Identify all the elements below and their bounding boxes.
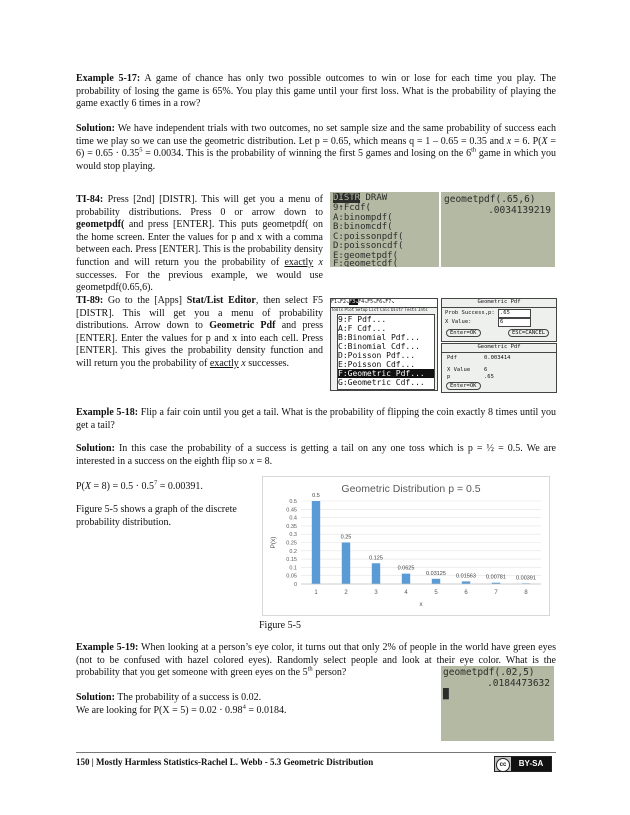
f7-tab: F7↘ bbox=[385, 299, 395, 305]
example-label: Example 5-17: bbox=[76, 73, 141, 84]
data-label: 0.01563 bbox=[456, 573, 476, 580]
footer-text: 150 | Mostly Harmless Statistics-Rachel L. Webb - 5.3 Geometric Distribution bbox=[76, 757, 374, 767]
ordinal-suffix: th bbox=[471, 146, 477, 154]
distr-item: E:Poisson Cdf... bbox=[338, 360, 416, 369]
esc-cancel: ESC=CANCEL bbox=[508, 329, 549, 337]
distr-item-geometric-pdf: F:Geometric Pdf... bbox=[338, 369, 434, 378]
ti89-label: TI-89: bbox=[76, 295, 104, 306]
f6-tab: F6↘ bbox=[376, 299, 386, 305]
tab-label: Ints bbox=[418, 307, 428, 312]
y-tick-label: 0.3 bbox=[289, 532, 297, 539]
solution-text: game in which you would stop playing. bbox=[76, 148, 556, 172]
data-label: 0.00781 bbox=[486, 574, 506, 581]
solution-text: = 0.0184. bbox=[245, 704, 287, 716]
y-tick-label: 0.15 bbox=[286, 557, 297, 564]
ordinal-suffix: th bbox=[307, 665, 313, 673]
var-x: x bbox=[318, 256, 323, 268]
data-label: 0.0625 bbox=[397, 565, 415, 572]
var-X: X bbox=[84, 481, 92, 492]
ti89-distr-menu-screen bbox=[330, 298, 438, 391]
ti84-label: TI-84: bbox=[76, 194, 104, 205]
cc-license-badge bbox=[494, 756, 552, 772]
ti89-input-dialog bbox=[441, 298, 557, 342]
menu-item: A:binompdf( bbox=[333, 212, 393, 223]
example-text: When looking at a person’s eye color, it turns out that only 2% of people in the world have green eyes (not to be confused with hazel colored eyes). Randomly select people and look at their eye color. What is the probability that you get someone with green eyes on the 5 bbox=[76, 642, 556, 679]
chart-title: Geometric Distribution p = 0.5 bbox=[341, 483, 481, 495]
distr-item: B:Binomial Pdf... bbox=[338, 333, 420, 342]
menu-item: C:poissonpdf( bbox=[333, 231, 404, 242]
var-x: x bbox=[241, 357, 246, 369]
example-5-17 bbox=[76, 73, 556, 111]
calc-command: geometpdf(.02,5) bbox=[443, 667, 535, 678]
var-x: x bbox=[506, 135, 512, 147]
ti84-result-screen bbox=[441, 192, 555, 267]
x-tick-label: 8 bbox=[524, 590, 528, 596]
solution-text: = 6. P( bbox=[511, 135, 542, 147]
y-tick-label: 0 bbox=[293, 582, 297, 588]
ti84-text: and press [ENTER]. This puts geometpdf( on the home screen. Enter the values for p and x with a comma between each. Press [ENTER]. This is the probability density function and will return you the probability of bbox=[76, 219, 323, 268]
tab-label: Tools bbox=[331, 307, 344, 312]
solution-text: The probability of a success is 0.02. bbox=[114, 692, 262, 703]
data-label: 0.03125 bbox=[426, 570, 446, 577]
solution-text: = 6) = 0.65 · 0.35 bbox=[76, 135, 557, 160]
y-tick-label: 0.05 bbox=[286, 573, 297, 580]
var-X: X bbox=[541, 135, 548, 147]
example-text: Flip a fair coin until you get a tail. What is the probability of flipping the coin exactly 8 times until you get a tail? bbox=[76, 407, 556, 431]
solution-text: In this case the probability of a success is getting a tail on any one toss which is p = ½ = 0.5. We are interested in a success on the eighth flip so bbox=[76, 443, 556, 467]
x-value-label: X Value: bbox=[445, 319, 472, 325]
dialog-title: Geometric Pdf bbox=[442, 344, 556, 353]
stat-list-editor: Stat/List Editor bbox=[186, 295, 256, 306]
y-tick-label: 0.35 bbox=[286, 523, 297, 530]
distr-item: 9:F Pdf... bbox=[338, 315, 387, 324]
ti89-text: Go to the [Apps] bbox=[103, 295, 187, 306]
x-value-label: X Value bbox=[447, 367, 471, 373]
x-value-value: 6 bbox=[498, 318, 531, 327]
data-label: 0.125 bbox=[369, 555, 383, 562]
calc-text: P( bbox=[76, 481, 85, 492]
enter-ok: Enter=OK bbox=[446, 382, 481, 390]
example-text: person? bbox=[312, 667, 347, 679]
exactly-underlined: exactly bbox=[284, 256, 314, 268]
pdf-label: Pdf bbox=[447, 355, 457, 361]
exactly-underlined: exactly bbox=[209, 357, 239, 369]
ti89-text: successes. bbox=[245, 357, 290, 369]
calc-5-18 bbox=[76, 481, 256, 494]
ti89-tab-labels bbox=[331, 307, 437, 313]
y-tick-label: 0.5 bbox=[289, 499, 297, 505]
example-label: Example 5-19: bbox=[76, 642, 139, 653]
y-axis-label: P(x) bbox=[270, 536, 277, 549]
tab-label: Calc bbox=[380, 307, 390, 312]
solution-text: = 8. bbox=[254, 455, 273, 467]
data-label: 0.25 bbox=[340, 534, 352, 541]
solution-label: Solution: bbox=[76, 123, 115, 134]
cc-icon: cc bbox=[496, 758, 510, 772]
ti84-instructions bbox=[76, 194, 323, 295]
distr-item: A:F Cdf... bbox=[338, 324, 387, 333]
menu-tab-distr: DISTR bbox=[333, 193, 361, 203]
calc-command: geometpdf(.65,6) bbox=[444, 194, 536, 205]
tab-label: Plot Setup bbox=[344, 307, 368, 312]
distr-item: C:Binomial Cdf... bbox=[338, 342, 420, 351]
data-label: 0.5 bbox=[312, 493, 320, 499]
bar bbox=[432, 579, 440, 584]
ti89-instructions bbox=[76, 295, 323, 371]
enter-ok: Enter=OK bbox=[446, 329, 481, 337]
p-value: .65 bbox=[484, 374, 494, 380]
tab-label: Tests bbox=[404, 307, 417, 312]
solution-label: Solution: bbox=[76, 443, 115, 454]
chart-svg bbox=[263, 477, 549, 615]
calc-result: .0184473632 bbox=[487, 678, 550, 689]
ti84-text: Press [2nd] [DISTR]. This will get you a menu of probability distributions. Press 0 or arrow down to bbox=[76, 194, 323, 218]
bar bbox=[372, 563, 380, 584]
bar bbox=[342, 543, 350, 585]
example-label: Example 5-18: bbox=[76, 407, 139, 418]
menu-item: D:poissoncdf( bbox=[333, 241, 404, 251]
p-label: p bbox=[447, 374, 451, 380]
menu-item: F:geometcdf( bbox=[333, 259, 399, 267]
distr-item: D:Poisson Pdf... bbox=[338, 351, 416, 360]
exponent: 4 bbox=[242, 703, 246, 711]
geometric-pdf: Geometric Pdf bbox=[209, 320, 276, 332]
y-tick-label: 0.45 bbox=[286, 507, 297, 514]
x-tick-label: 7 bbox=[494, 590, 498, 596]
ti89-result-dialog bbox=[441, 343, 557, 393]
figure-reference: Figure 5-5 shows a graph of the discrete probability distribution. bbox=[76, 504, 237, 528]
license-label: BY-SA bbox=[511, 757, 551, 771]
calc-text: = 8) = 0.5 · 0.5 bbox=[91, 481, 154, 492]
solution-5-19 bbox=[76, 692, 406, 717]
y-tick-label: 0.25 bbox=[286, 540, 297, 547]
f1-tab: F1↘ bbox=[331, 299, 341, 305]
bar bbox=[402, 574, 410, 584]
ti84-text: successes. For the previous example, we would use geometpdf(0.65,6). bbox=[76, 269, 323, 294]
ti84-result-screen-2 bbox=[441, 666, 554, 741]
data-label: 0.00391 bbox=[516, 575, 536, 582]
bar bbox=[312, 501, 320, 584]
geometric-distribution-chart bbox=[262, 476, 550, 616]
dialog-title: Geometric Pdf bbox=[442, 299, 556, 308]
solution-text: = 0.0034. This is the probability of winning the first 5 games and losing on the 6 bbox=[142, 148, 472, 160]
prob-success-label: Prob Success,p: bbox=[445, 310, 495, 316]
menu-item: 9↑Fcdf( bbox=[333, 203, 371, 213]
f3-tab: F3↘ bbox=[349, 299, 359, 305]
x-tick-label: 6 bbox=[464, 590, 468, 596]
f2-tab: F2↘ bbox=[340, 299, 350, 305]
x-axis-label: x bbox=[419, 601, 423, 608]
y-tick-label: 0.2 bbox=[289, 548, 297, 555]
ti89-text: , then select F5 [DISTR]. This will get you a menu of probability distributions. Arrow down to bbox=[76, 295, 324, 332]
solution-label: Solution: bbox=[76, 692, 115, 703]
footer-rule bbox=[76, 752, 556, 753]
ti89-text: and press [ENTER]. Enter the values for p and x into each cell. Press [ENTER]. This gives the probability density function and will return you the probability of bbox=[76, 320, 323, 369]
x-tick-label: 1 bbox=[314, 590, 318, 596]
exponent: 7 bbox=[153, 479, 158, 487]
menu-item: B:binomcdf( bbox=[333, 222, 393, 232]
solution-5-17 bbox=[76, 123, 556, 173]
x-tick-label: 4 bbox=[404, 590, 408, 596]
x-tick-label: 5 bbox=[434, 590, 438, 596]
calc-result: .0034139219 bbox=[488, 205, 551, 216]
x-tick-label: 2 bbox=[344, 590, 348, 596]
var-x: x bbox=[249, 455, 255, 467]
prob-success-value: .65 bbox=[498, 309, 531, 318]
f5-tab: F5↘ bbox=[367, 299, 377, 305]
example-text: A game of chance has only two possible outcomes to win or lose for each time you play. The probability of losing the game is 65%. You play this game until your first loss. What is the probability of playing the game exactly 6 times in a row? bbox=[76, 73, 556, 110]
tab-label: Distr bbox=[391, 307, 404, 312]
pdf-value: 0.003414 bbox=[484, 355, 511, 361]
menu-header bbox=[333, 193, 387, 203]
solution-text: We have independent trials with two outcomes, no set sample size and the same probability of success each time we play so we can use the geometric distribution. Let p = 0.65, which means q = 1 – 0.65 = 0.35 and bbox=[76, 123, 556, 147]
y-tick-label: 0.4 bbox=[289, 515, 297, 522]
distr-item: G:Geometric Cdf... bbox=[338, 378, 425, 387]
ti89-distr-list bbox=[337, 314, 435, 390]
solution-text: We are looking for P(X = 5) = 0.02 · 0.98 bbox=[76, 704, 243, 716]
x-tick-label: 3 bbox=[374, 590, 378, 596]
x-value-value: 6 bbox=[484, 367, 488, 373]
ti84-distr-menu-screen bbox=[330, 192, 439, 267]
cursor: █ bbox=[443, 689, 449, 700]
menu-item-geometpdf: E:geometpdf( bbox=[333, 250, 399, 261]
y-tick-label: 0.1 bbox=[289, 565, 297, 572]
solution-5-18 bbox=[76, 443, 556, 468]
example-5-18 bbox=[76, 407, 556, 432]
calc-text: = 0.00391. bbox=[157, 481, 203, 492]
exponent: 5 bbox=[139, 146, 143, 154]
geometpdf-command: geometpdf( bbox=[76, 219, 125, 231]
f4-tab: F4↘ bbox=[358, 299, 368, 305]
tab-label: List bbox=[368, 307, 379, 312]
menu-tab-draw: DRAW bbox=[360, 193, 388, 203]
figure-caption: Figure 5-5 bbox=[259, 620, 301, 631]
